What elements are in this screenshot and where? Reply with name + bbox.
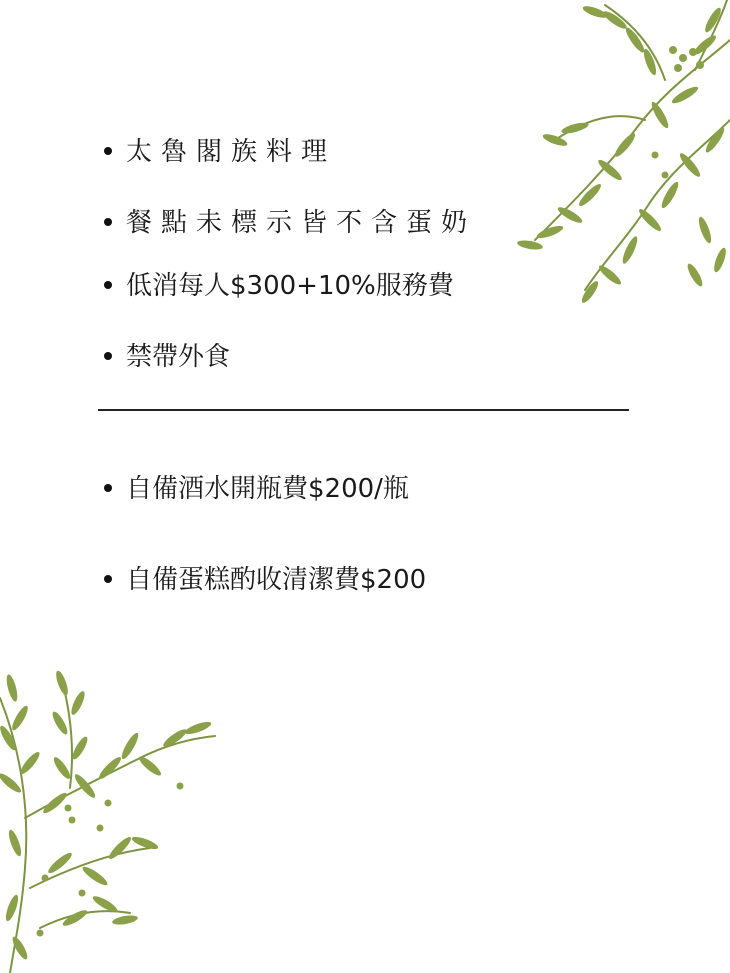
list-item	[104, 473, 409, 505]
list-item	[104, 341, 230, 373]
list-item	[104, 270, 454, 302]
rule-text: 低消每人$300+10%服務費	[126, 271, 454, 301]
bullet-icon	[104, 352, 112, 360]
fee-text: 自備蛋糕酌收清潔費$200	[126, 565, 427, 595]
bullet-icon	[104, 218, 112, 226]
section-divider	[98, 409, 629, 411]
rule-text: 太魯閣族料理	[126, 137, 337, 167]
olive-branch-decoration	[0, 668, 220, 973]
bullet-icon	[104, 484, 112, 492]
olive-branch-decoration	[495, 0, 730, 305]
list-item	[104, 564, 426, 596]
fee-text: 自備酒水開瓶費$200/瓶	[126, 474, 409, 504]
rule-text: 禁帶外食	[126, 342, 231, 372]
rule-text: 餐點未標示皆不含蛋奶	[126, 208, 477, 238]
list-item	[104, 207, 476, 239]
bullet-icon	[104, 575, 112, 583]
bullet-icon	[104, 147, 112, 155]
bullet-icon	[104, 281, 112, 289]
list-item	[104, 136, 336, 168]
